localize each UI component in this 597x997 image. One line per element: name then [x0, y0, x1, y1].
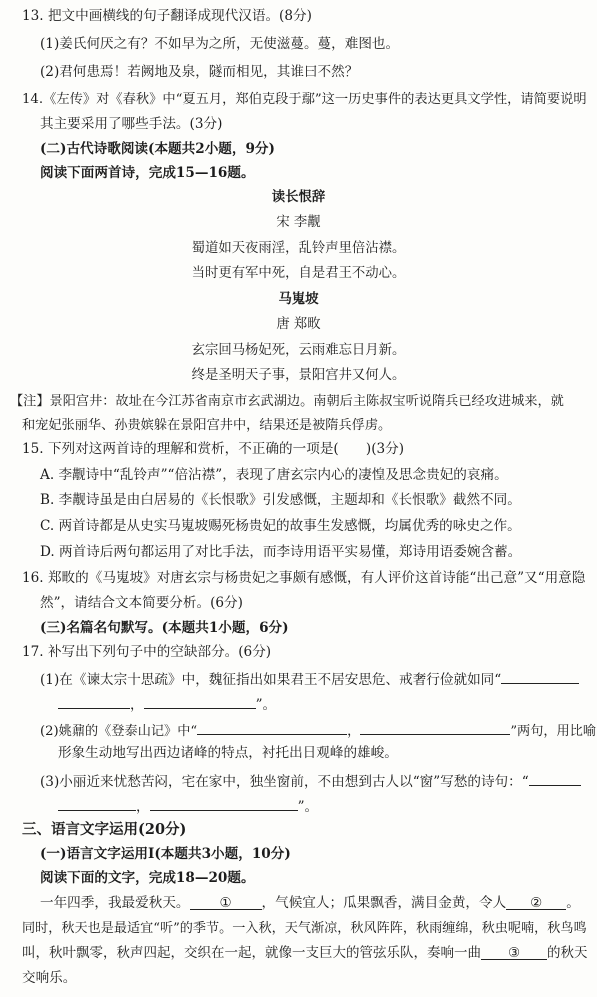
answer-blank[interactable]: [501, 671, 579, 684]
q17-stem: 17. 补写出下列句子中的空缺部分。(6分): [22, 644, 272, 660]
q15-option-b: B. 李觏诗虽是由白居易的《长恨歌》引发感慨，主题却和《长恨歌》截然不同。: [40, 492, 521, 508]
poem-2-line-1: 玄宗回马杨妃死，云雨难忘日月新。: [191, 343, 406, 358]
q17-item-1-text: (1)在《谏太宗十思疏》中，魏征指出如果君王不居安思危、戒奢行俭就如同“: [40, 672, 502, 688]
answer-blank[interactable]: [197, 722, 347, 735]
poem-1-author: 宋 李觏: [276, 215, 321, 230]
q17-item-2-text: (2)姚鼐的《登泰山记》中“: [40, 724, 198, 739]
q13-stem: 13. 把文中画横线的句子翻译成现代汉语。(8分): [22, 8, 312, 24]
answer-blank[interactable]: [58, 696, 130, 709]
note-line-2: 和宠妃张丽华、孙贵嫔躲在景阳宫井中，结果还是被隋兵俘虏。: [22, 418, 392, 433]
q16-line-2: 然”，请结合文本简要分析。(6分): [40, 595, 243, 611]
q17-item-3-line-2: ， ”。: [58, 798, 318, 815]
section-poetry-instruction: 阅读下面两首诗，完成15—16题。: [40, 165, 255, 181]
q14-line-1: 14.《左传》对《春秋》中“夏五月，郑伯克段于鄢”这一历史事件的表达更具文学性，请简要说明: [22, 92, 587, 107]
passage-blank-1[interactable]: ①: [190, 897, 262, 910]
q16-line-1: 16. 郑畋的《马嵬坡》对唐玄宗与杨贵妃之事颇有感慨，有人评价这首诗能“出己意”又“用意隐: [22, 570, 586, 586]
passage-line-2: 同时，秋天也是最适宜“听”的季节。一入秋，天气渐凉，秋风阵阵，秋雨缠绵，秋虫呢喃，秋鸟鸣: [22, 921, 587, 936]
q17-item-3-text: (3)小丽近来忧愁苦闷，宅在家中，独坐窗前，不由想到古人以“窗”写愁的诗句：“: [40, 774, 529, 790]
answer-blank[interactable]: [529, 773, 581, 786]
answer-blank[interactable]: [360, 722, 510, 735]
q17-item-2-tail: ”两句，用比喻: [510, 724, 597, 739]
q17-item-3-end: ”。: [297, 799, 319, 815]
q15-option-c: C. 两首诗都是从史实马嵬坡赐死杨贵妃的故事生发感慨，均属优秀的咏史之作。: [40, 518, 521, 534]
answer-blank[interactable]: [58, 798, 136, 811]
part-3-header: 三、语言文字运用(20分): [22, 821, 187, 838]
q14-line-2: 其主要采用了哪些手法。(3分): [40, 116, 223, 132]
q17-item-1-end: ”。: [255, 697, 277, 713]
answer-blank[interactable]: [150, 798, 298, 811]
passage-line-4: 交响乐。: [22, 970, 77, 986]
note-line-1: 【注】景阳宫井：故址在今江苏省南京市玄武湖边。南朝后主陈叔宝听说隋兵已经攻进城来，就: [10, 394, 564, 409]
q17-item-1-line-1: [40, 671, 579, 688]
answer-blank[interactable]: [144, 696, 256, 709]
q15-stem: 15. 下列对这两首诗的理解和赏析，不正确的一项是( )(3分): [22, 441, 405, 457]
passage-line-3: 叫，秋叶飘零，秋声四起，交织在一起，就像一支巨大的管弦乐队，奏响一曲 ③ 的秋天: [22, 945, 588, 961]
q15-option-d: D. 两首诗后两句都运用了对比手法，而李诗用语平实易懂，郑诗用语委婉含蓄。: [40, 544, 522, 560]
poem-2-author: 唐 郑畋: [276, 317, 321, 332]
section-recitation-header: (三)名篇名句默写。(本题共1小题，6分): [40, 620, 289, 636]
passage-line-1: 一年四季，我最爱秋天。 ① ，气候宜人；瓜果飘香，满目金黄，令人 ② 。: [40, 895, 580, 911]
section-language-header: (一)语言文字运用Ⅰ(本题共3小题，10分): [40, 846, 291, 862]
poem-1-line-1: 蜀道如天夜雨淫，乱铃声里倍沾襟。: [191, 241, 406, 256]
q13-sentence-1: (1)姜氏何厌之有？不如早为之所，无使滋蔓。蔓，难图也。: [40, 36, 400, 52]
q13-sentence-2: (2)君何患焉！若阙地及泉，隧而相见，其谁曰不然？: [40, 64, 359, 80]
q17-item-2-line-1: (2)姚鼐的《登泰山记》中“ ， ”两句，用比喻: [40, 724, 597, 739]
q17-item-2-line-2: 形象生动地写出西边诸峰的特点，衬托出日观峰的雄峻。: [58, 745, 398, 761]
q15-option-a: A. 李觏诗中“乱铃声”“倍沾襟”，表现了唐玄宗内心的凄惶及思念贵妃的哀痛。: [40, 467, 508, 483]
poem-1-title: 读长恨辞: [271, 189, 326, 205]
poem-1-line-2: 当时更有军中死，自是君王不动心。: [191, 266, 406, 281]
poem-2-title: 马嵬坡: [278, 291, 319, 307]
q17-item-1-line-2: ， ”。: [58, 696, 276, 713]
section-language-instruction: 阅读下面的文字，完成18—20题。: [40, 870, 255, 886]
passage-blank-3[interactable]: ③: [481, 947, 547, 960]
passage-blank-2[interactable]: ②: [506, 897, 566, 910]
section-poetry-header: (二)古代诗歌阅读(本题共2小题，9分): [40, 141, 275, 157]
poem-2-line-2: 终是圣明天子事，景阳宫井又何人。: [191, 368, 406, 383]
q17-item-3-line-1: [40, 773, 581, 790]
